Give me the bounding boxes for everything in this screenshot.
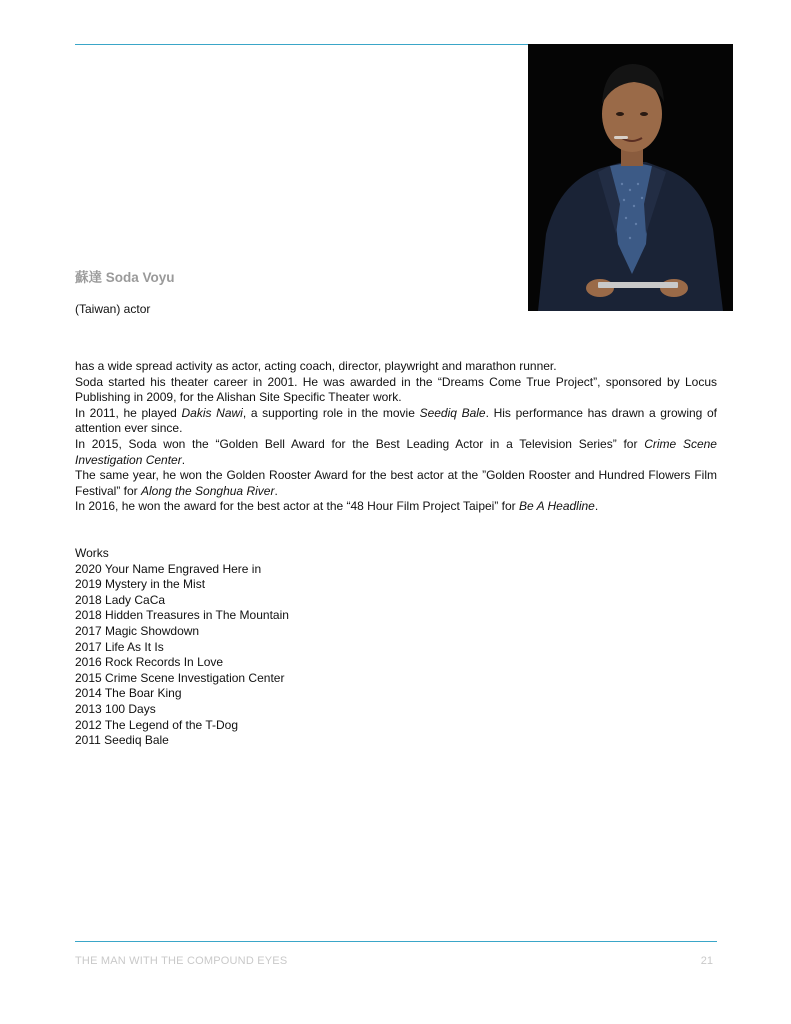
works-item: 2015 Crime Scene Investigation Center [75,670,285,685]
page-number: 21 [700,955,713,967]
works-list [75,546,289,749]
person-name: 蘇達 Soda Voyu [75,270,175,285]
person-role: (Taiwan) actor [75,302,151,316]
works-item: 2017 Magic Showdown [75,623,200,638]
bio-paragraph: has a wide spread activity as actor, acting coach, director, playwright and marathon runner. [75,359,557,373]
bio-text: . [594,499,599,514]
bio-paragraph: Soda started his theater career in 2001. He was awarded in the “Dreams Come True Project”, sponsored by Locus Publishing in 2009, for the Alishan Site Specific Theater work. [75,374,717,405]
bio-paragraph [75,468,717,499]
bottom-rule [75,941,717,942]
works-item: 2011 Seediq Bale [75,733,169,748]
bio-text: . [274,483,278,498]
bio-paragraph [75,499,717,515]
biography [75,359,717,515]
footer-title: THE MAN WITH THE COMPOUND EYES [75,955,288,967]
bio-paragraph [75,406,717,437]
works-item: 2014 The Boar King [75,686,182,701]
bio-text: . [181,452,186,467]
bio-role-name: Dakis Nawi [181,405,243,420]
works-item: 2017 Life As It Is [75,639,164,654]
works-heading: Works [75,546,109,560]
bio-text: The same year, he won the Golden Rooster Award for the best actor at the ”Golden Rooster and Hundred Flowers Film Festival” for [75,468,717,498]
bio-text: In 2011, he played [75,405,182,420]
works-item: 2018 Lady CaCa [75,592,166,607]
bio-film-title: Seediq Bale [419,405,486,420]
works-item: 2013 100 Days [75,701,156,716]
works-item: 2020 Your Name Engraved Here in [75,561,262,576]
bio-film-title: Be A Headline [519,499,595,514]
bio-text: . His performance has drawn a growing of attention ever since. [75,405,717,436]
bio-text: , a supporting role in the movie [242,405,420,420]
bio-film-title: Along the Songhua River [141,483,275,498]
works-item: 2016 Rock Records In Love [75,655,224,670]
bio-film-title: Crime Scene Investigation Center [75,436,717,467]
works-item: 2012 The Legend of the T-Dog [75,717,239,732]
bio-text: In 2015, Soda won the “Golden Bell Award for the Best Leading Actor in a Television Series” for [75,436,645,451]
portrait-photo [528,44,733,311]
works-item: 2019 Mystery in the Mist [75,577,206,592]
bio-text: In 2016, he won the award for the best actor at the “48 Hour Film Project Taipei” for [75,499,520,514]
works-item: 2018 Hidden Treasures in The Mountain [75,608,289,623]
bio-paragraph [75,437,717,468]
top-rule [75,44,528,45]
portrait-illustration [528,44,733,311]
